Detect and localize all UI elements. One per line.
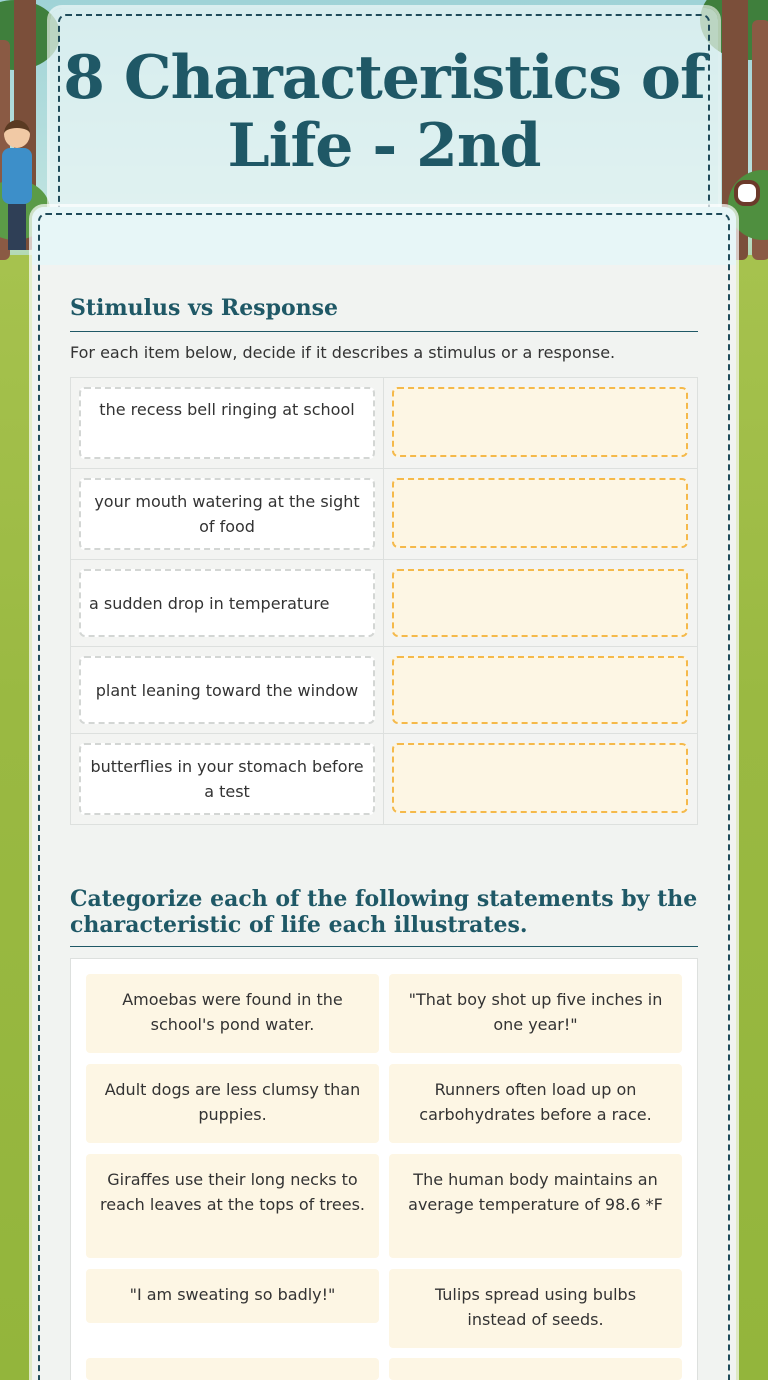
drag-item[interactable]: the recess bell ringing at school <box>79 387 375 459</box>
statement-card[interactable]: Giraffes use their long necks to reach leaves at the tops of trees. <box>86 1154 379 1258</box>
answer-drop-zone[interactable] <box>392 743 688 813</box>
match-row <box>71 734 697 824</box>
match-row <box>71 469 697 560</box>
match-row <box>71 560 697 647</box>
statement-card[interactable]: "I am sweating so badly!" <box>86 1269 379 1323</box>
section-title-categorize: Categorize each of the following statements by the characteristic of life each illustrates. <box>70 886 698 938</box>
drag-item[interactable]: plant leaning toward the window <box>79 656 375 724</box>
match-row <box>71 647 697 734</box>
drag-item[interactable]: your mouth watering at the sight of food <box>79 478 375 550</box>
instructions-text: For each item below, decide if it describes a stimulus or a response. <box>70 343 616 362</box>
drag-item[interactable]: a sudden drop in temperature <box>79 569 375 637</box>
statement-card-partial[interactable] <box>86 1358 379 1380</box>
answer-drop-zone[interactable] <box>392 569 688 637</box>
statement-card[interactable]: Amoebas were found in the school's pond water. <box>86 974 379 1053</box>
section-divider <box>70 946 698 947</box>
match-table <box>70 377 698 825</box>
statement-card[interactable]: The human body maintains an average temperature of 98.6 *F <box>389 1154 682 1258</box>
answer-drop-zone[interactable] <box>392 387 688 457</box>
drag-item[interactable]: butterflies in your stomach before a test <box>79 743 375 815</box>
section-title-stimulus-response: Stimulus vs Response <box>70 295 339 321</box>
page-title: 8 Characteristics of Life - 2nd <box>63 43 705 181</box>
statement-card[interactable]: "That boy shot up five inches in one year!" <box>389 974 682 1053</box>
section-divider <box>70 331 698 332</box>
statement-card[interactable]: Runners often load up on carbohydrates before a race. <box>389 1064 682 1143</box>
statement-card[interactable]: Tulips spread using bulbs instead of seeds. <box>389 1269 682 1348</box>
statement-card-partial[interactable] <box>389 1358 682 1380</box>
statement-card[interactable]: Adult dogs are less clumsy than puppies. <box>86 1064 379 1143</box>
answer-drop-zone[interactable] <box>392 656 688 724</box>
answer-drop-zone[interactable] <box>392 478 688 548</box>
match-row <box>71 378 697 469</box>
